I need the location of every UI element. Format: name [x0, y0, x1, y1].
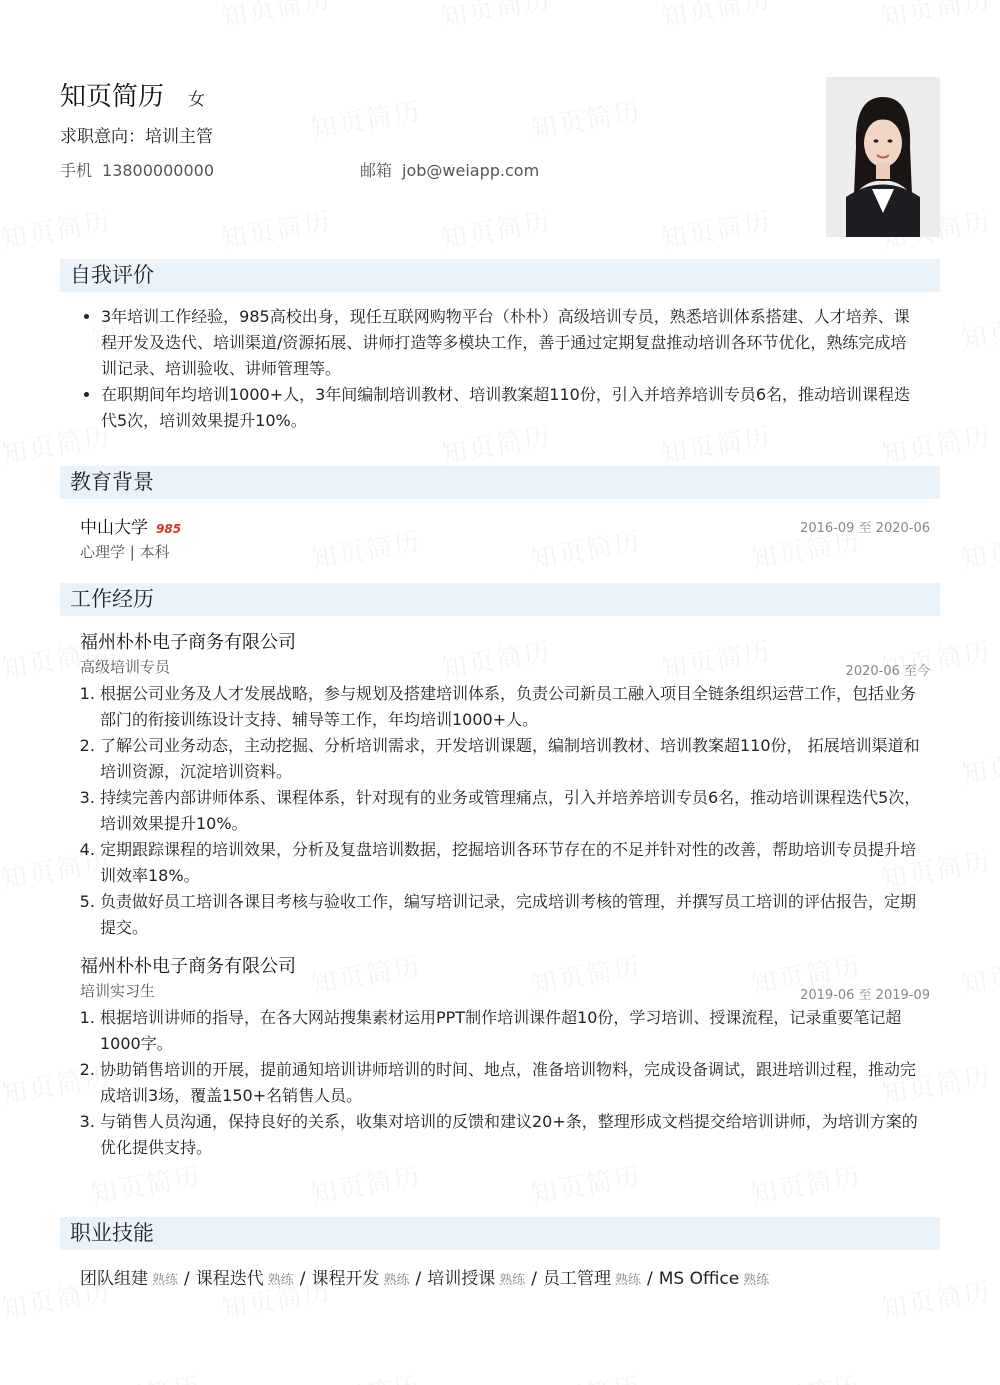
- self-evaluation-list: [60, 304, 917, 434]
- skill-separator: /: [415, 1269, 422, 1289]
- candidate-name: 知页简历: [60, 82, 165, 112]
- skill-separator: /: [647, 1269, 653, 1289]
- list-item: 5. 负责做好员工培训各课目考核与验收工作，编写培训记录，完成培训考核的管理，并撰写员工培训的评估报告，定期提交。: [100, 889, 928, 941]
- email-contact: [360, 158, 539, 181]
- watermark: [958, 736, 1000, 792]
- company-name: 福州朴朴电子商务有限公司: [80, 632, 296, 653]
- skill-level: 熟练: [383, 1273, 410, 1288]
- skill-separator: /: [531, 1269, 537, 1289]
- phone-label: 手机: [60, 161, 93, 180]
- skill-name: 课程迭代: [195, 1269, 264, 1289]
- job-entry: [60, 628, 940, 677]
- job-duties-list: [60, 681, 928, 941]
- list-item: 4. 定期跟踪课程的培训效果，分析及复盘培训数据，挖掘培训各环节存在的不足并针对性的改善，帮助培训专员提升培训效率18%。: [100, 837, 928, 889]
- skill-item: [659, 1269, 770, 1289]
- skill-item: [312, 1269, 410, 1289]
- skill-name: MS Office: [658, 1269, 740, 1289]
- job-duties-list: [60, 1005, 928, 1161]
- email-value: job@weiapp.com: [402, 161, 540, 180]
- list-item: 1. 根据培训讲师的指导，在各大网站搜集素材运用PPT制作培训课件超10份，学习培训、授课流程，记录重要笔记超1000字。: [100, 1005, 928, 1057]
- resume-page: [60, 0, 940, 1385]
- skills-section: [60, 1217, 940, 1289]
- section-title: 自我评价: [60, 259, 940, 292]
- watermark: [958, 946, 1000, 1002]
- skill-level: 熟练: [499, 1273, 526, 1288]
- skill-level: 熟练: [267, 1273, 294, 1288]
- skill-separator: /: [299, 1269, 306, 1289]
- phone-contact: [60, 158, 214, 181]
- list-item: 3. 与销售人员沟通，保持良好的关系，收集对培训的反馈和建议20+条，整理形成文档提交给培训讲师，为培训方案的优化提供支持。: [100, 1109, 928, 1161]
- company-name: 福州朴朴电子商务有限公司: [80, 956, 296, 977]
- education-section: [60, 466, 940, 562]
- list-item: 2. 了解公司业务动态，主动挖掘、分析培训需求，开发培训课题，编制培训教材、培训教案超110份， 拓展培训渠道和培训资源，沉淀培训资料。: [100, 733, 928, 785]
- skill-level: 熟练: [743, 1273, 770, 1288]
- job-entry: [60, 952, 940, 1001]
- skill-name: 课程开发: [311, 1269, 380, 1289]
- profile-photo-graphic: [826, 77, 940, 237]
- skill-item: [196, 1269, 294, 1289]
- list-item: 2. 协助销售培训的开展，提前通知培训讲师培训的时间、地点，准备培训物料，完成设备调试，跟进培训过程，推动完成培训3场，覆盖150+名销售人员。: [100, 1057, 928, 1109]
- job-intent: 求职意向：培训主管: [60, 127, 213, 147]
- school-tag: 985: [156, 522, 182, 536]
- list-item: 3. 持续完善内部讲师体系、课程体系，针对现有的业务或管理痛点，引入并培养培训专员6名，推动培训课程迭代5次，培训效果提升10%。: [100, 785, 928, 837]
- skill-name: 员工管理: [543, 1269, 611, 1289]
- school-name: 中山大学: [80, 518, 148, 538]
- work-experience-section: [60, 583, 940, 1161]
- skill-item: [80, 1269, 178, 1289]
- education-date: 2016-09 至 2020-06: [800, 521, 930, 536]
- skill-name: 培训授课: [427, 1269, 496, 1289]
- job-role: 高级培训专员: [80, 658, 171, 676]
- phone-value: 13800000000: [102, 161, 214, 180]
- skill-level: 熟练: [615, 1273, 642, 1288]
- list-item: • 3年培训工作经验，985高校出身，现任互联网购物平台（朴朴）高级培训专员，熟悉培训体系搭建、人才培养、课程开发及迭代、培训渠道/资源拓展、讲师打造等多模块工作，善于通过定期复盘推动培训各环节优化，熟练完成培训记录、培训验收、讲师管理等。: [101, 304, 917, 382]
- email-label: 邮箱: [360, 161, 393, 180]
- list-item: • 在职期间年均培训1000+人，3年间编制培训教材、培训教案超110份，引入并培养培训专员6名，推动培训课程迭代5次，培训效果提升10%。: [101, 382, 917, 434]
- skill-name: 团队组建: [80, 1269, 148, 1289]
- resume-header: [60, 70, 940, 240]
- list-item: 1. 根据公司业务及人才发展战略，参与规划及搭建培训体系，负责公司新员工融入项目全链条组织运营工作，包括业务部门的衔接训练设计支持、辅导等工作，年均培训1000+人。: [100, 681, 928, 733]
- major-degree: 心理学 | 本科: [80, 543, 170, 561]
- name-line: [60, 76, 205, 113]
- skill-separator: /: [184, 1269, 190, 1289]
- job-role: 培训实习生: [80, 982, 156, 1000]
- education-entry: [60, 513, 940, 562]
- candidate-gender: 女: [188, 90, 206, 110]
- skill-item: [427, 1269, 525, 1289]
- skill-item: [543, 1269, 641, 1289]
- watermark: [958, 301, 1000, 357]
- section-title: 工作经历: [60, 583, 940, 616]
- section-title: 职业技能: [60, 1217, 940, 1250]
- section-title: 教育背景: [60, 466, 940, 499]
- skills-list: [60, 1264, 940, 1289]
- watermark: [958, 521, 1000, 577]
- self-evaluation-section: [60, 259, 940, 434]
- skill-level: 熟练: [152, 1273, 179, 1288]
- job-date: 2020-06 至今: [845, 664, 930, 679]
- profile-photo: [826, 77, 940, 237]
- job-date: 2019-06 至 2019-09: [800, 988, 930, 1003]
